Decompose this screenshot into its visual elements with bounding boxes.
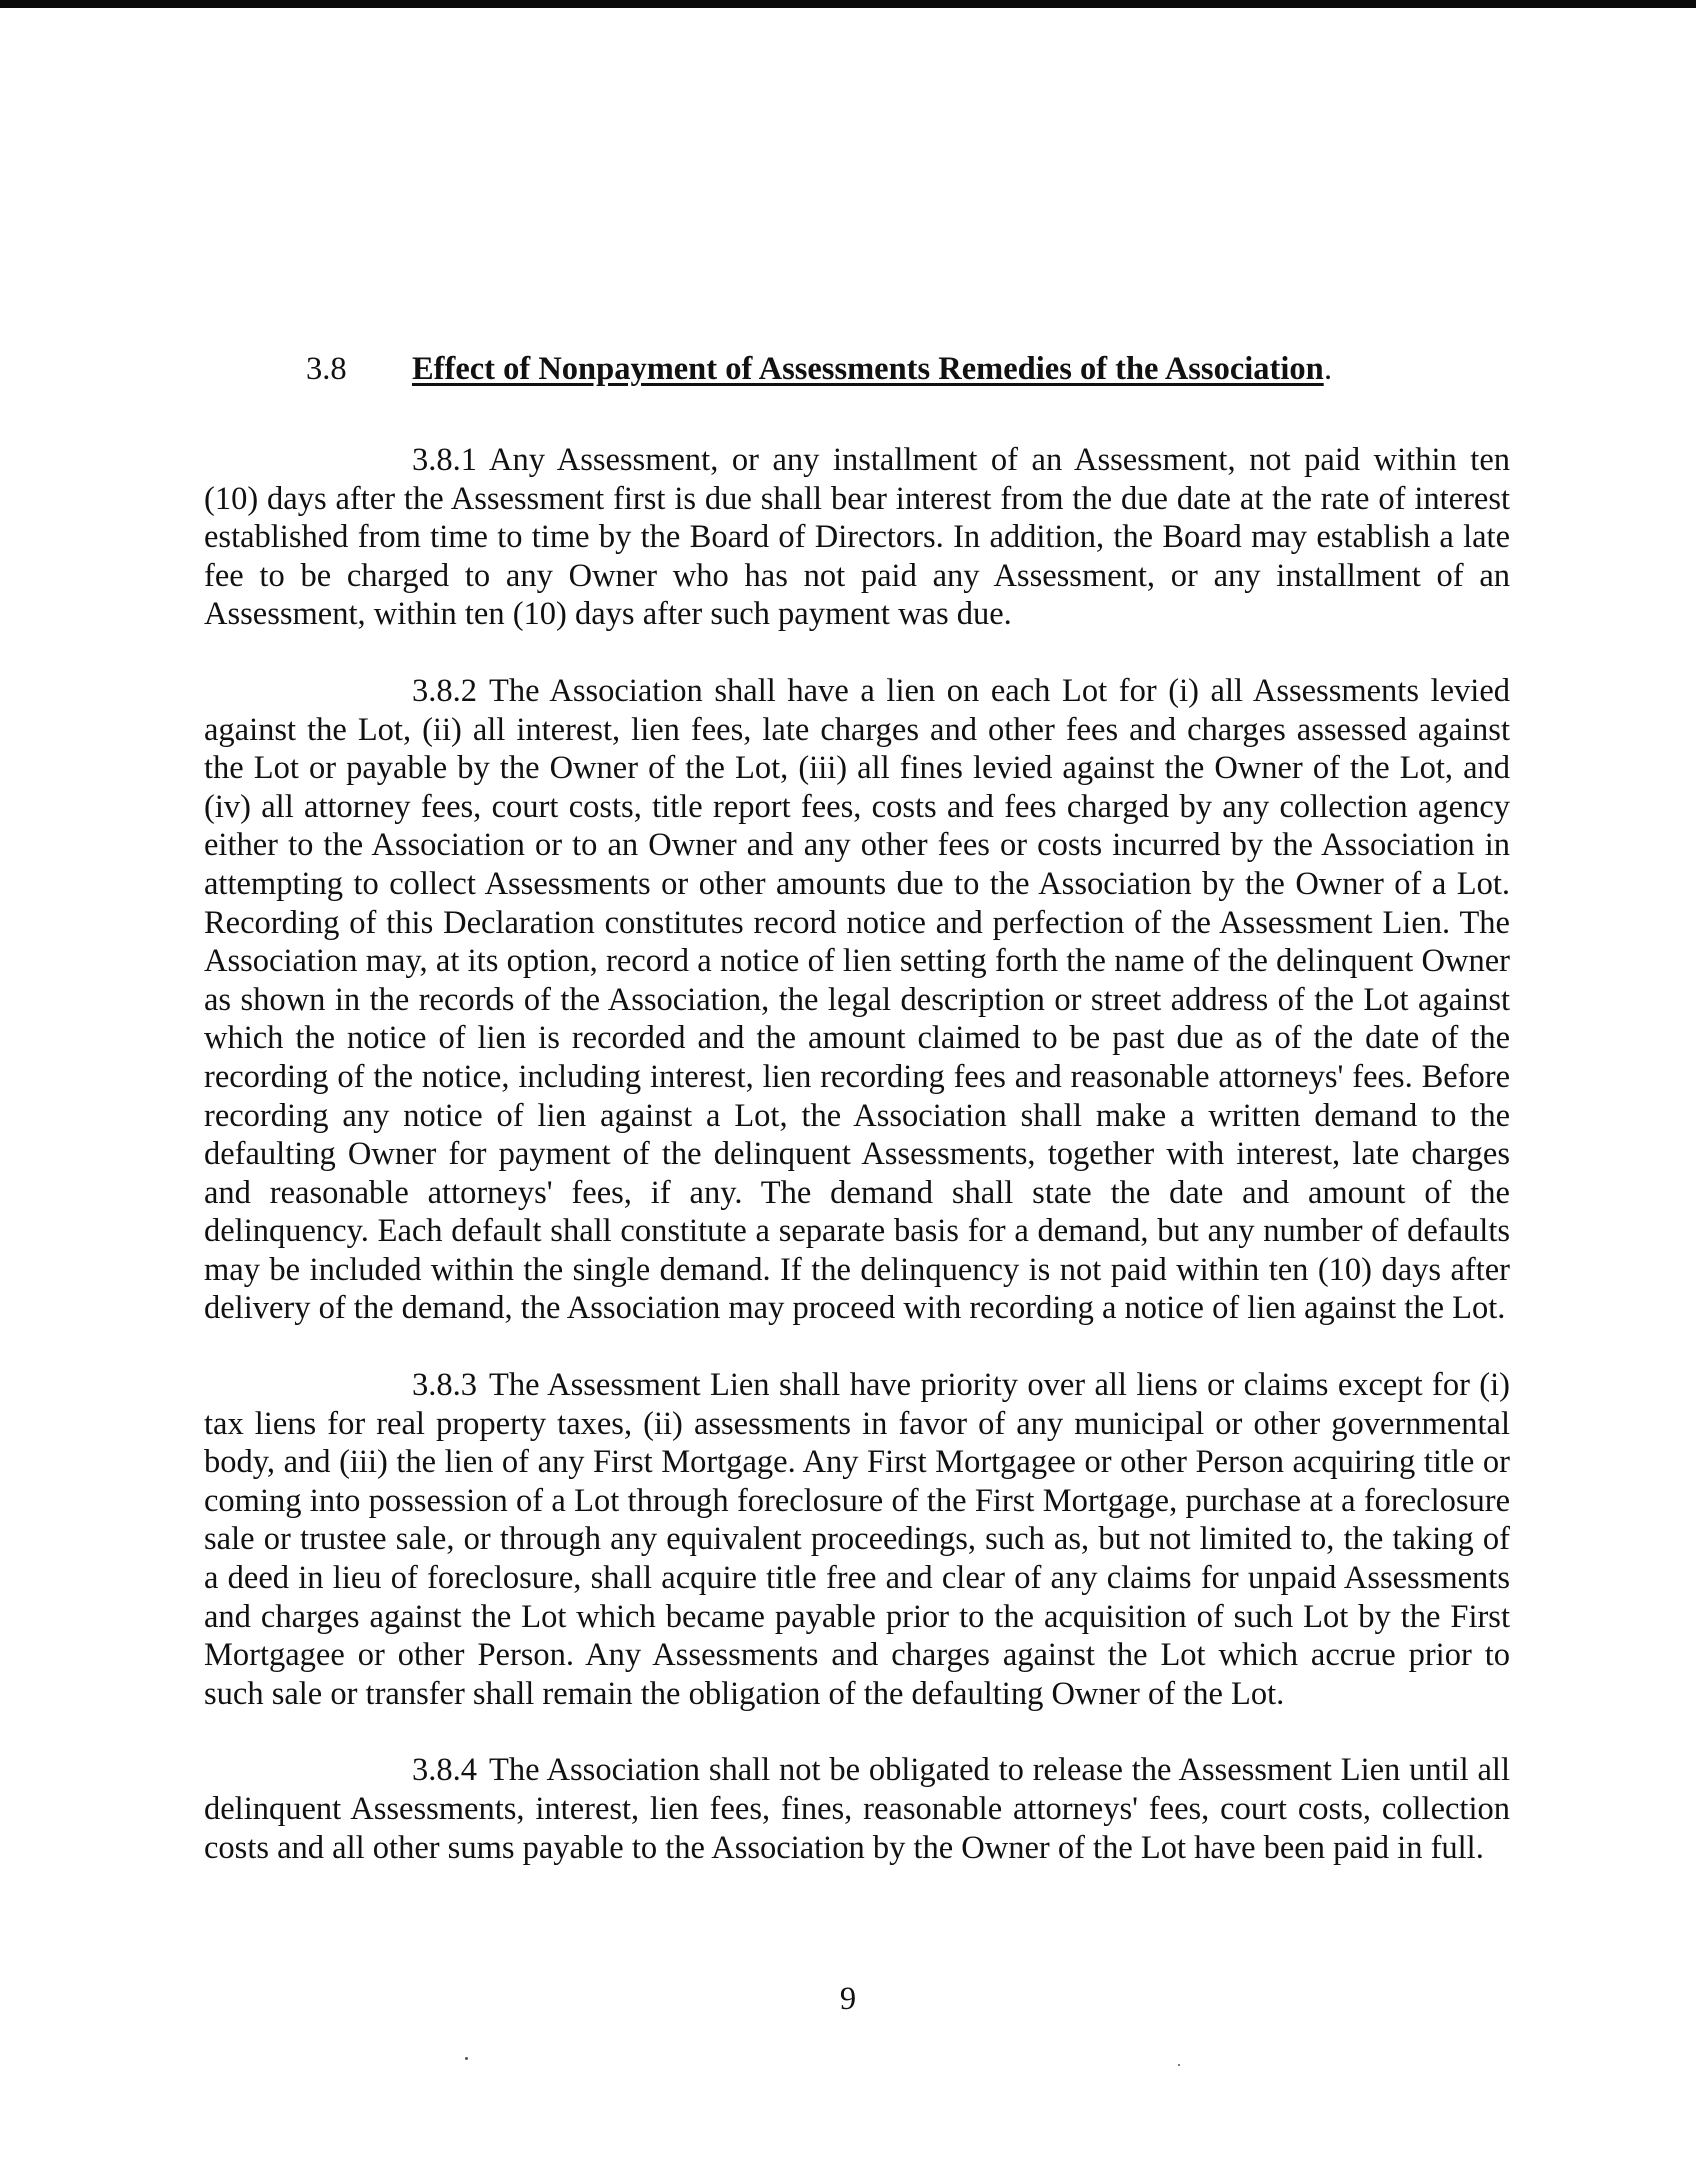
paragraph-number: 3.8.2 bbox=[412, 672, 477, 709]
paragraph-number: 3.8.4 bbox=[412, 1752, 477, 1789]
paragraph-3-8-2 bbox=[204, 672, 1510, 1328]
paragraph-3-8-4 bbox=[204, 1751, 1510, 1867]
section-number: 3.8 bbox=[306, 351, 347, 387]
document-page bbox=[204, 350, 1510, 1905]
page-number: 9 bbox=[839, 1981, 857, 2017]
paragraph-text: The Assessment Lien shall have priority over all liens or claims except for (i) tax liens for real property taxes, (ii) assessments in favor of any municipal or other governmental body, and (iii) the lien of any First Mortgage. Any First Mortgagee or other Person acquiring title or coming into possession of a Lot through foreclosure of the First Mortgage, purchase at a foreclosure sale or trustee sale, or through any equivalent proceedings, such as, but not limited to, the taking of a deed in lieu of foreclosure, shall acquire title free and clear of any claims for unpaid Assessments and charges against the Lot which became payable prior to the acquisition of such Lot by the First Mortgagee or other Person. Any Assessments and charges against the Lot which accrue prior to such sale or transfer shall remain the obligation of the defaulting Owner of the Lot. bbox=[204, 1367, 1510, 1712]
section-title-period: . bbox=[1324, 351, 1333, 387]
paragraph-3-8-3 bbox=[204, 1366, 1510, 1713]
paragraph-text: The Association shall have a lien on each Lot for (i) all Assessments levied against the Lot, (ii) all interest, lien fees, late charges and other fees and charges assessed against the Lot or payable by the Owner of the Lot, (iii) all fines levied against the Owner of the Lot, and (iv) all attorney fees, court costs, title report fees, costs and fees charged by any collection agency either to the Association or to an Owner and any other fees or costs incurred by the Association in attempting to collect Assessments or other amounts due to the Association by the Owner of a Lot. Recording of this Declaration constitutes record notice and perfection of the Assessment Lien. The Association may, at its option, record a notice of lien setting forth the name of the delinquent Owner as shown in the records of the Association, the legal description or street address of the Lot against which the notice of lien is recorded and the amount claimed to be past due as of the date of the recording of the notice, including interest, lien recording fees and reasonable attorneys' fees. Before recording any notice of lien against a Lot, the Association shall make a written demand to the defaulting Owner for payment of the delinquent Assessments, together with interest, late charges and reasonable attorneys' fees, if any. The demand shall state the date and amount of the delinquency. Each default shall constitute a separate basis for a demand, but any number of defaults may be included within the single demand. If the delinquency is not paid within ten (10) days after delivery of the demand, the Association may proceed with recording a notice of lien against the Lot. bbox=[204, 672, 1510, 1327]
section-title: Effect of Nonpayment of Assessments Remedies of the Association bbox=[412, 351, 1324, 387]
paragraph-number: 3.8.3 bbox=[412, 1367, 477, 1404]
scan-speck bbox=[1178, 2064, 1180, 2066]
paragraph-number: 3.8.1 bbox=[412, 442, 477, 478]
paragraph-text: The Association shall not be obligated to release the Assessment Lien until all delinquent Assessments, interest, lien fees, fines, reasonable attorneys' fees, court costs, collection costs and all other sums payable to the Association by the Owner of the Lot have been paid in full. bbox=[204, 1752, 1510, 1866]
section-heading bbox=[204, 350, 1510, 389]
scan-top-edge bbox=[0, 0, 1696, 8]
paragraph-3-8-1 bbox=[204, 441, 1510, 634]
paragraph-text: Any Assessment, or any installment of an Assessment, not paid within ten (10) days after the Assessment first is due shall bear interest from the due date at the rate of interest established from time to time by the Board of Directors. In addition, the Board may establish a late fee to be charged to any Owner who has not paid any Assessment, or any installment of an Assessment, within ten (10) days after such payment was due. bbox=[204, 442, 1510, 633]
scan-speck bbox=[465, 2057, 468, 2060]
